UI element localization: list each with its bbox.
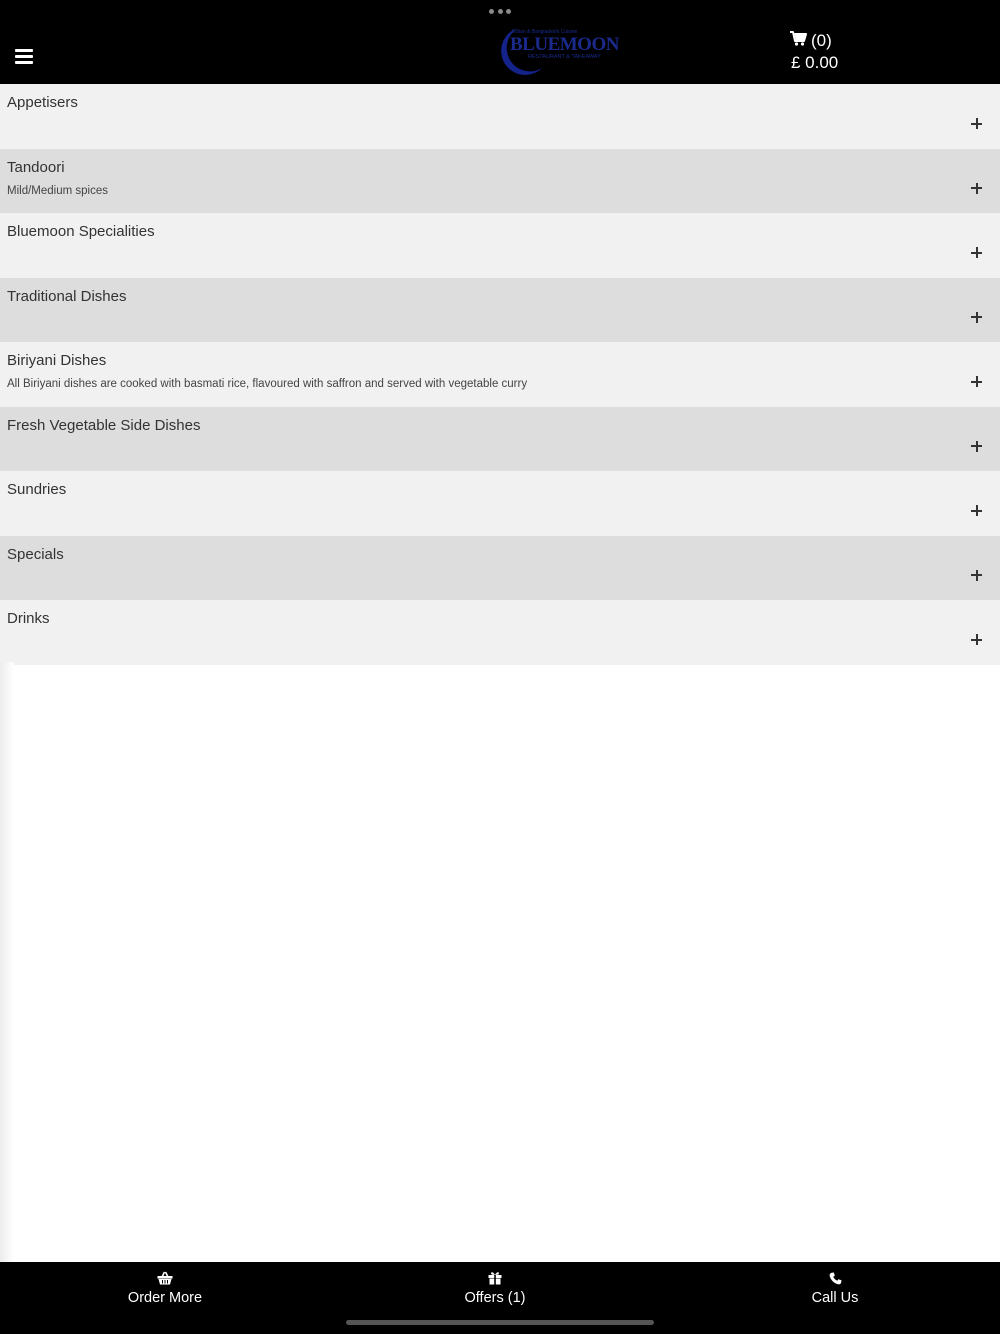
category-sundries[interactable] [0, 471, 1000, 536]
category-title: Appetisers [7, 94, 78, 111]
cart-icon [790, 31, 811, 51]
order-more-button[interactable] [85, 1270, 245, 1310]
expand-plus-icon[interactable] [971, 634, 982, 645]
svg-text:RESTAURANT & TAKEAWAY: RESTAURANT & TAKEAWAY [528, 54, 601, 60]
top-bar [0, 0, 1000, 84]
left-edge-shadow [0, 662, 14, 1262]
category-traditional-dishes[interactable] [0, 278, 1000, 343]
home-indicator[interactable] [346, 1320, 654, 1325]
category-title: Tandoori [7, 158, 65, 176]
call-us-label: Call Us [811, 1290, 859, 1306]
cart-summary[interactable] [790, 30, 880, 76]
expand-plus-icon[interactable] [971, 376, 982, 387]
offers-label: Offers (1) [464, 1290, 526, 1306]
order-more-label: Order More [127, 1290, 203, 1306]
more-dots-icon[interactable] [489, 9, 511, 15]
svg-text:Indian & Bangladeshi Cuisine: Indian & Bangladeshi Cuisine [512, 29, 578, 35]
expand-plus-icon[interactable] [971, 183, 982, 194]
basket-icon [85, 1270, 245, 1286]
category-biriyani-dishes[interactable] [0, 342, 1000, 407]
category-appetisers[interactable] [0, 84, 1000, 149]
category-drinks[interactable] [0, 600, 1000, 665]
category-description: All Biriyani dishes are cooked with basmati rice, flavoured with saffron and served with vegetable curry [7, 378, 528, 390]
cart-total: £ 0.00 [791, 53, 839, 72]
expand-plus-icon[interactable] [971, 247, 982, 258]
call-us-button[interactable] [755, 1270, 915, 1310]
category-title: Sundries [7, 481, 67, 498]
bluemoon-logo[interactable] [490, 24, 620, 76]
gift-icon [415, 1270, 575, 1286]
category-title: Drinks [7, 610, 50, 627]
category-title: Bluemoon Specialities [7, 223, 155, 240]
expand-plus-icon[interactable] [971, 312, 982, 323]
cart-count: (0) [811, 31, 832, 50]
category-bluemoon-specialities[interactable] [0, 213, 1000, 278]
category-fresh-vegetable-side-dishes[interactable] [0, 407, 1000, 472]
expand-plus-icon[interactable] [971, 441, 982, 452]
offers-button[interactable] [415, 1270, 575, 1310]
menu-category-list [0, 84, 1000, 665]
category-tandoori[interactable] [0, 149, 1000, 214]
category-title: Fresh Vegetable Side Dishes [7, 416, 201, 434]
svg-text:BLUEMOON: BLUEMOON [510, 34, 619, 55]
category-title: Biriyani Dishes [7, 352, 107, 369]
expand-plus-icon[interactable] [971, 570, 982, 581]
category-title: Traditional Dishes [7, 287, 127, 305]
hamburger-icon[interactable] [15, 49, 33, 64]
category-specials[interactable] [0, 536, 1000, 601]
expand-plus-icon[interactable] [971, 505, 982, 516]
expand-plus-icon[interactable] [971, 118, 982, 129]
category-title: Specials [7, 545, 64, 563]
category-description: Mild/Medium spices [7, 184, 108, 197]
phone-icon [755, 1270, 915, 1286]
